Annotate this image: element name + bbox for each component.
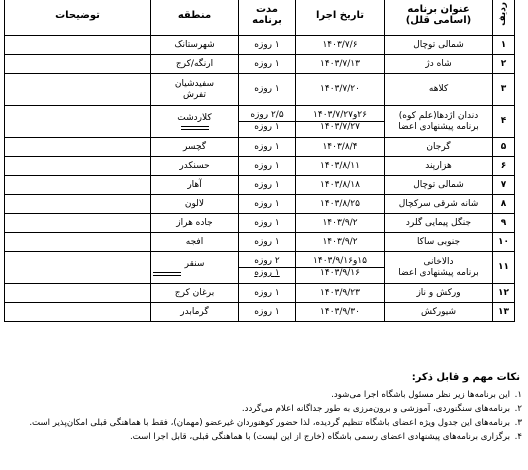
note-text: برگزاری برنامه‌های پیشنهادی اعضای رسمی باشگاه (خارج از این لیست) با هماهنگی قبلی، قابل اجرا است. — [129, 432, 510, 442]
row-duration: ۱ روزه — [239, 74, 296, 106]
row-region: جاده هراز — [151, 214, 239, 233]
table-row — [5, 252, 515, 284]
program-line: دندان اژدها(علم کوه) — [398, 110, 479, 121]
row-date — [296, 252, 385, 284]
row-description — [5, 74, 151, 106]
note-item — [7, 416, 522, 430]
row-description — [5, 284, 151, 303]
row-program: شاه دژ — [385, 55, 493, 74]
row-duration — [239, 106, 296, 138]
row-num: ۱۳ — [493, 303, 515, 322]
duration-line: ۲/۵ روزه — [239, 110, 295, 122]
row-region: آهار — [151, 176, 239, 195]
row-region — [151, 252, 239, 284]
row-num: ۲ — [493, 55, 515, 74]
row-description — [5, 303, 151, 322]
row-description — [5, 195, 151, 214]
row-program: شیورکش — [385, 303, 493, 322]
row-program: شانه شرقی سرکچال — [385, 195, 493, 214]
row-region — [151, 74, 239, 106]
note-number: ۳. — [514, 418, 522, 428]
row-date: ۱۴۰۳/۷/۱۳ — [296, 55, 385, 74]
program-line: برنامه پیشنهادی اعضا — [398, 267, 479, 278]
row-date: ۱۴۰۳/۹/۲۳ — [296, 284, 385, 303]
row-duration: ۱ روزه — [239, 284, 296, 303]
table-row — [5, 138, 515, 157]
row-region: شهرستانک — [151, 36, 239, 55]
note-item — [7, 402, 522, 416]
row-region: لالون — [151, 195, 239, 214]
row-date — [296, 106, 385, 138]
table-row — [5, 106, 515, 138]
row-duration: ۱ روزه — [239, 176, 296, 195]
note-number: ۱. — [514, 390, 522, 400]
row-description — [5, 138, 151, 157]
row-date: ۱۴۰۳/۷/۲۰ — [296, 74, 385, 106]
row-num: ۱۱ — [493, 252, 515, 284]
row-description — [5, 252, 151, 284]
note-item — [7, 388, 522, 402]
region-line: سنقر — [184, 259, 205, 269]
header-region: منطقه — [151, 0, 239, 36]
row-program: ورکش و ناز — [385, 284, 493, 303]
row-num: ۱۰ — [493, 233, 515, 252]
row-duration: ۱ روزه — [239, 157, 296, 176]
header-row — [5, 0, 515, 36]
row-program: گرجان — [385, 138, 493, 157]
row-region: گرمابدر — [151, 303, 239, 322]
row-duration: ۱ روزه — [239, 233, 296, 252]
row-num: ۳ — [493, 74, 515, 106]
region-line: تفرش — [182, 89, 206, 100]
row-num: ۷ — [493, 176, 515, 195]
row-date: ۱۴۰۳/۸/۱۱ — [296, 157, 385, 176]
row-date: ۱۴۰۳/۸/۴ — [296, 138, 385, 157]
row-num: ۸ — [493, 195, 515, 214]
duration-line: ۱ روزه — [254, 122, 280, 132]
notes-title: نکات مهم و قابل ذکر: — [411, 372, 520, 383]
table-row — [5, 214, 515, 233]
row-description — [5, 106, 151, 138]
row-description — [5, 36, 151, 55]
note-item — [7, 430, 522, 444]
row-description — [5, 157, 151, 176]
row-region: افجه — [151, 233, 239, 252]
header-description: توضیحات — [5, 0, 151, 36]
date-line: ۲۶و۱۴۰۳/۷/۲۷ — [296, 110, 384, 122]
program-line: برنامه پیشنهادی اعضا — [398, 121, 479, 132]
row-description — [5, 233, 151, 252]
row-description — [5, 55, 151, 74]
row-program: شمالی توچال — [385, 36, 493, 55]
region-line: کلاردشت — [177, 113, 212, 123]
row-program: شمالی توچال — [385, 176, 493, 195]
row-date: ۱۴۰۳/۹/۳۰ — [296, 303, 385, 322]
row-date: ۱۴۰۳/۸/۲۵ — [296, 195, 385, 214]
note-text: این برنامه‌ها زیر نظر مسئول باشگاه اجرا می‌شود. — [331, 390, 510, 400]
row-description — [5, 214, 151, 233]
row-num: ۹ — [493, 214, 515, 233]
table-row — [5, 55, 515, 74]
note-number: ۲. — [514, 404, 522, 414]
row-date: ۱۴۰۳/۸/۱۸ — [296, 176, 385, 195]
duration-line: ۱ روزه — [254, 268, 280, 278]
table-row — [5, 36, 515, 55]
row-duration: ۱ روزه — [239, 138, 296, 157]
region-line: سفیدشیان — [174, 78, 215, 89]
header-duration: مدت برنامه — [239, 0, 296, 36]
row-date: ۱۴۰۳/۹/۲ — [296, 233, 385, 252]
notes-list — [7, 388, 522, 444]
row-program: جنوبی ساکا — [385, 233, 493, 252]
row-duration: ۱ روزه — [239, 214, 296, 233]
program-line: دالاخانی — [423, 256, 454, 267]
duration-line: ۲ روزه — [239, 256, 295, 268]
row-region — [151, 106, 239, 138]
table-row — [5, 176, 515, 195]
row-duration: ۱ روزه — [239, 55, 296, 74]
row-num: ۱۲ — [493, 284, 515, 303]
row-num: ۱ — [493, 36, 515, 55]
row-num: ۴ — [493, 106, 515, 138]
note-text: برنامه‌های سنگنوردی، آموزشی و برون‌مرزی به طور جداگانه اعلام می‌گردد. — [241, 404, 510, 414]
row-duration — [239, 252, 296, 284]
row-date: ۱۴۰۳/۹/۲ — [296, 214, 385, 233]
note-number: ۴. — [514, 432, 522, 442]
date-line: ۱۴۰۳/۷/۲۷ — [320, 122, 360, 132]
row-program: جنگل پیمایی گلرد — [385, 214, 493, 233]
row-description — [5, 176, 151, 195]
row-num: ۶ — [493, 157, 515, 176]
date-line: ۱۴۰۳/۹/۱۶ — [320, 268, 360, 278]
header-num: ردیف — [493, 0, 515, 36]
note-text: برنامه‌های این جدول ویژه اعضای باشگاه تنظیم گردیده، لذا حضور کوهنوردان غیرعضو (مهمان)، فقط با هماهنگی قبلی امکان‌پذیر است. — [29, 418, 510, 428]
table-row — [5, 195, 515, 214]
row-region: ارنگه/کرج — [151, 55, 239, 74]
table-row — [5, 233, 515, 252]
row-duration: ۱ روزه — [239, 195, 296, 214]
row-region: حسنکدر — [151, 157, 239, 176]
row-program — [385, 106, 493, 138]
row-duration: ۱ روزه — [239, 36, 296, 55]
schedule-table — [4, 0, 515, 322]
row-date: ۱۴۰۳/۷/۶ — [296, 36, 385, 55]
row-program — [385, 252, 493, 284]
table-row — [5, 74, 515, 106]
row-duration: ۱ روزه — [239, 303, 296, 322]
row-region: گچسر — [151, 138, 239, 157]
row-num: ۵ — [493, 138, 515, 157]
header-program: عنوان برنامه (اسامی قلل) — [385, 0, 493, 36]
row-region: برغان کرج — [151, 284, 239, 303]
row-program: کلاهه — [385, 74, 493, 106]
table-row — [5, 303, 515, 322]
dash-mark — [181, 126, 209, 130]
header-date: تاریخ اجرا — [296, 0, 385, 36]
row-program: هزارپند — [385, 157, 493, 176]
dash-mark — [153, 272, 181, 276]
table-row — [5, 157, 515, 176]
table-row — [5, 284, 515, 303]
date-line: ۱۵و۱۴۰۳/۹/۱۶ — [296, 256, 384, 268]
